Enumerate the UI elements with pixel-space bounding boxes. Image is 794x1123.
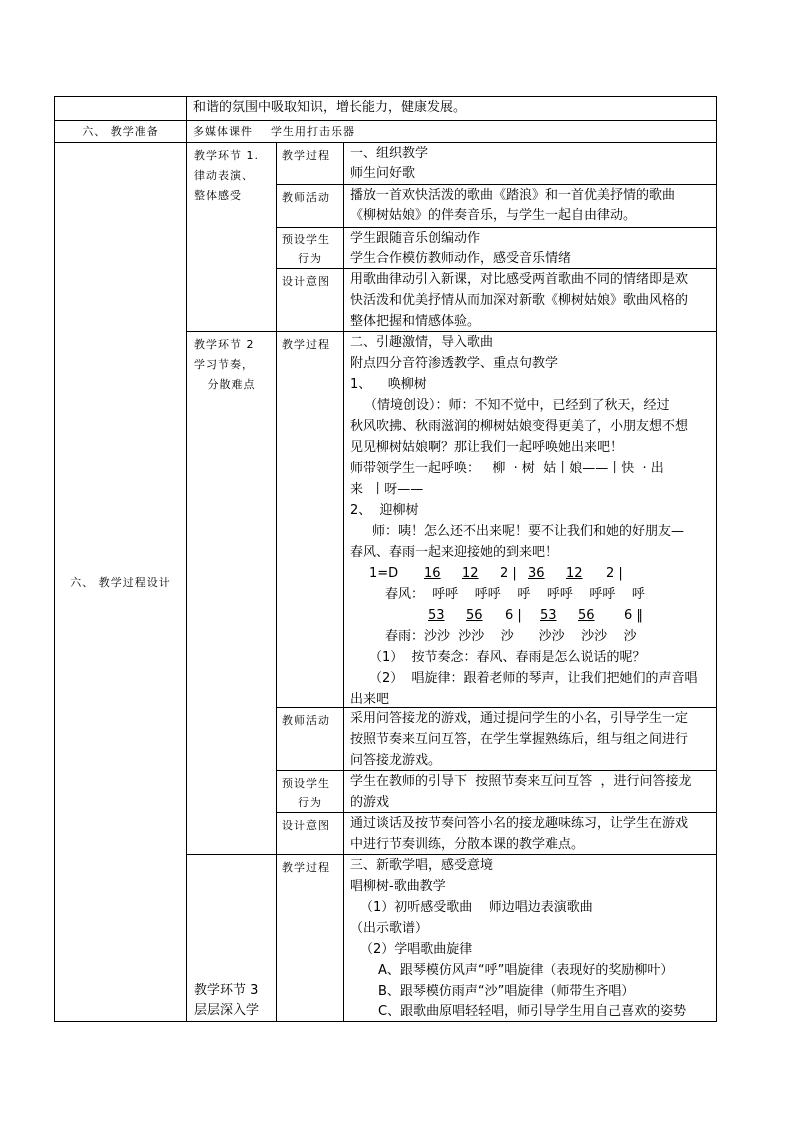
seg2-line: （1） 按节奏念：春风、春雨是怎么说话的呢？ [369, 650, 646, 665]
hline [186, 331, 717, 332]
spring-rain-lyrics: 春雨：沙沙 沙沙 沙 沙沙 沙沙 沙 [385, 629, 637, 644]
vline [343, 142, 344, 1022]
notation-note: 6 | [505, 608, 522, 623]
seg2-line: 春风、春雨一起来迎接她的到来吧！ [350, 545, 559, 560]
seg1-label-3: 整体感受 [194, 189, 242, 202]
seg2-label-3: 分散难点 [207, 378, 256, 391]
seg3-process-label: 教学过程 [282, 861, 330, 874]
seg3-line: （2）学唱歌曲旋律 [360, 942, 473, 957]
notation-note: 53 [428, 608, 445, 623]
seg1-label-1: 教学环节 1. [194, 149, 259, 162]
seg2-intent-label: 设计意图 [282, 819, 330, 832]
seg2-teacher-label: 教师活动 [282, 714, 330, 727]
notation-note: 56 [578, 608, 595, 623]
seg2-line: 师带领学生一起呼唤： 柳 · 树 姑丨娘——丨快 · 出 [350, 461, 664, 476]
seg3-line: （出示歌谱） [350, 921, 429, 936]
seg2-process-label: 教学过程 [282, 338, 330, 351]
seg1-student-line: 学生合作模仿教师动作，感受音乐情绪 [350, 251, 572, 266]
seg2-teacher-line: 按照节奏来互问互答，在学生掌握熟练后，组与组之间进行 [350, 732, 689, 747]
seg2-line: 二、引趣激情，导入歌曲 [350, 335, 494, 350]
seg3-line: A、跟琴模仿风声“呼”唱旋律（表现好的奖励柳叶） [378, 963, 674, 978]
notation-note: 12 [566, 566, 583, 581]
seg1-teacher-label: 教师活动 [282, 191, 330, 204]
seg1-student-line: 学生跟随音乐创编动作 [350, 231, 481, 246]
seg1-process-line: 师生问好歌 [350, 166, 416, 181]
seg2-line: 来 丨呀—— [350, 482, 424, 497]
seg2-line: 出来吧 [350, 692, 390, 707]
seg2-line: （2） 唱旋律：跟着老师的琴声，让我们把她们的声音唱 [369, 671, 698, 686]
seg1-intent-label: 设计意图 [282, 275, 330, 288]
seg3-line: C、跟歌曲原唱轻轻唱，师引导学生用自己喜欢的姿势 [378, 1004, 687, 1019]
seg1-student-label-2: 行为 [298, 252, 322, 265]
seg2-intent-line: 通过谈话及按节奏问答小名的接龙趣味练习，让学生在游戏 [350, 816, 689, 831]
prep-value: 多媒体课件 学生用打击乐器 [193, 125, 355, 138]
hline [54, 1021, 717, 1022]
row1-text: 和谐的氛围中吸取知识，增长能力，健康发展。 [193, 100, 467, 115]
seg2-student-label-2: 行为 [298, 796, 322, 809]
hline [186, 854, 717, 855]
hline [54, 142, 717, 143]
seg2-teacher-line: 问答接龙游戏。 [350, 753, 442, 768]
vline [186, 96, 187, 1022]
hline [54, 96, 717, 97]
seg2-line: 秋风吹拂、秋雨滋润的柳树姑娘变得更美了，小朋友想不想 [350, 419, 689, 434]
seg1-intent-line: 快活泼和优美抒情从而加深对新歌《柳树姑娘》歌曲风格的 [350, 293, 689, 308]
notation-key: 1=D [369, 566, 399, 581]
seg1-teacher-line: 《柳树姑娘》的伴奏音乐，与学生一起自由律动。 [350, 208, 637, 223]
vline [716, 96, 717, 1022]
seg2-student-label-1: 预设学生 [282, 777, 330, 790]
notation-note: 2 | [606, 566, 623, 581]
notation-note: 6 ‖ [624, 608, 643, 623]
seg1-label-2: 律动表演、 [194, 169, 254, 182]
seg2-student-line: 的游戏 [350, 795, 390, 810]
vline [54, 96, 55, 1022]
seg3-label-1: 教学环节 3 [194, 983, 259, 998]
notation-note: 36 [528, 566, 545, 581]
seg2-line: 师：咦！怎么还不出来呢！要不让我们和她的好朋友— [372, 524, 685, 539]
hline [54, 120, 717, 121]
vline [276, 142, 277, 1022]
seg2-line: （情境创设）：师：不知不觉中，已经到了秋天，经过 [364, 398, 670, 413]
seg3-line: 唱柳树-歌曲教学 [350, 879, 446, 894]
seg2-label-1: 教学环节 2 [194, 338, 255, 351]
seg1-process-line: 一、组织教学 [350, 146, 429, 161]
section-label: 六、 教学过程设计 [70, 576, 171, 589]
seg1-intent-line: 用歌曲律动引入新课，对比感受两首歌曲不同的情绪即是欢 [350, 272, 689, 287]
seg1-student-label-1: 预设学生 [282, 233, 330, 246]
seg2-line: 见见柳树姑娘啊？那让我们一起呼唤她出来吧！ [350, 440, 624, 455]
seg3-line: B、跟琴模仿雨声“沙”唱旋律（师带生齐唱） [378, 984, 635, 999]
notation-note: 16 [424, 566, 441, 581]
notation-note: 2 | [500, 566, 517, 581]
seg1-process-label: 教学过程 [282, 149, 330, 162]
seg2-line: 2、 迎柳树 [350, 503, 419, 518]
seg3-line: （1）初听感受歌曲 师边唱边表演歌曲 [360, 900, 593, 915]
notation-note: 56 [466, 608, 483, 623]
seg2-label-2: 学习节奏， [194, 358, 254, 371]
prep-label: 六、 教学准备 [82, 125, 159, 138]
seg2-line: 附点四分音符渗透教学、重点句教学 [350, 356, 559, 371]
notation-note: 53 [540, 608, 557, 623]
notation-note: 12 [462, 566, 479, 581]
seg2-intent-line: 中进行节奏训练，分散本课的教学难点。 [350, 837, 585, 852]
seg2-line: 1、 唤柳树 [350, 377, 427, 392]
seg1-intent-line: 整体把握和情感体验。 [350, 314, 481, 329]
seg1-teacher-line: 播放一首欢快活泼的歌曲《踏浪》和一首优美抒情的歌曲 [350, 188, 676, 203]
seg2-teacher-line: 采用问答接龙的游戏，通过提问学生的小名，引导学生一定 [350, 711, 689, 726]
seg3-label-2: 层层深入学 [194, 1003, 260, 1018]
seg3-line: 三、新歌学唱，感受意境 [350, 858, 494, 873]
seg2-student-line: 学生在教师的引导下 按照节奏来互问互答 ，进行问答接龙 [350, 774, 692, 789]
spring-wind-lyrics: 春风： 呼呼 呼呼 呼 呼呼 呼呼 呼 [385, 587, 645, 602]
